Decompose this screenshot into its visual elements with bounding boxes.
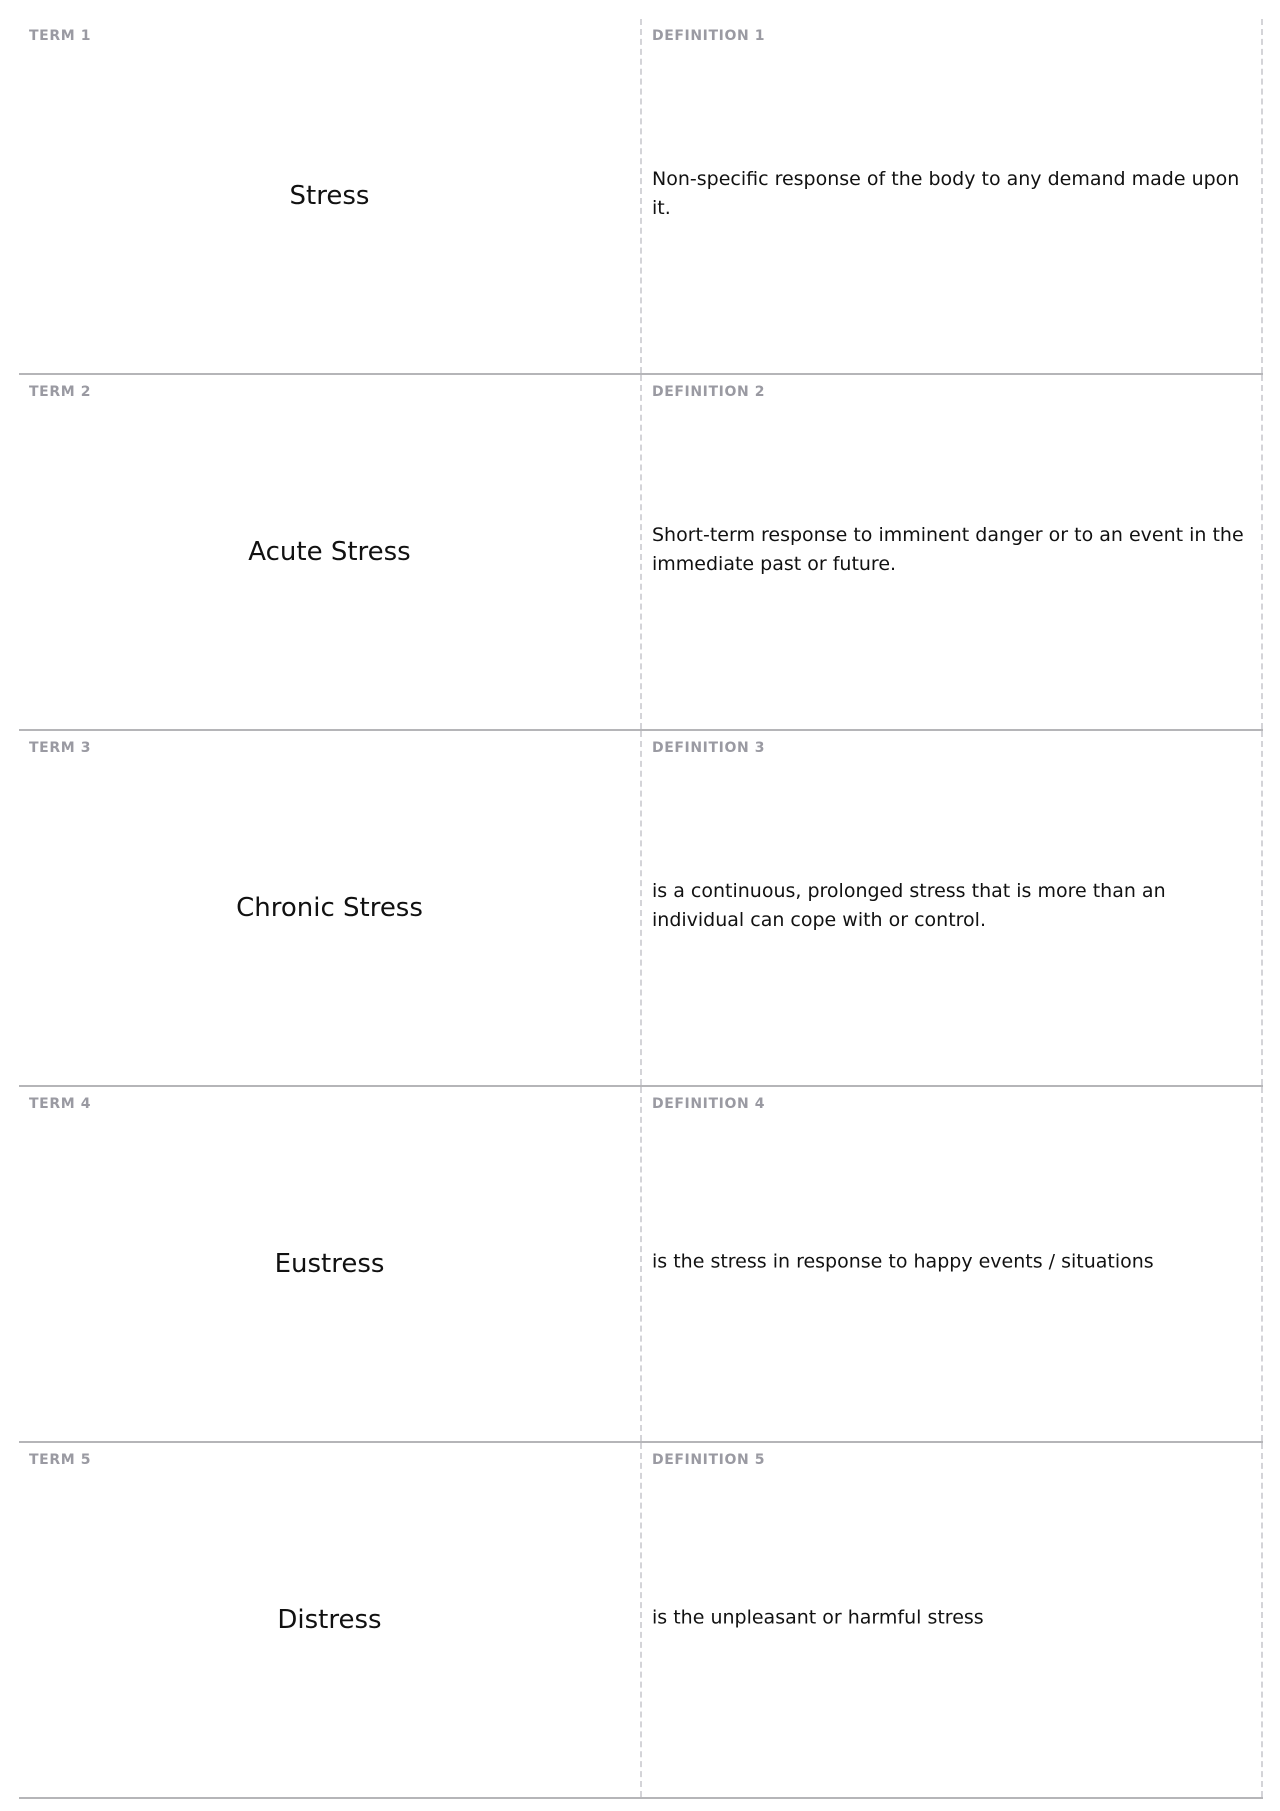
definition-cell: [642, 19, 1263, 373]
term-text: Chronic Stress: [236, 893, 423, 923]
term-text: Eustress: [274, 1249, 385, 1279]
definition-text: is the stress in response to happy events / situations: [652, 1250, 1154, 1273]
flashcard-row: [19, 19, 1263, 375]
term-label: TERM 3: [29, 740, 92, 756]
term-cell: [19, 19, 642, 373]
term-text: Acute Stress: [248, 537, 411, 567]
definition-cell: [642, 731, 1263, 1085]
term-cell: [19, 1443, 642, 1797]
flashcard-row: [19, 1087, 1263, 1443]
definition-label: DEFINITION 5: [652, 1452, 766, 1468]
flashcard-row: [19, 731, 1263, 1087]
flashcard-sheet: [19, 19, 1263, 1799]
term-label: TERM 5: [29, 1452, 92, 1468]
flashcard-row: [19, 375, 1263, 731]
definition-label: DEFINITION 4: [652, 1096, 766, 1112]
term-label: TERM 2: [29, 384, 92, 400]
term-text: Stress: [289, 181, 370, 211]
term-label: TERM 4: [29, 1096, 92, 1112]
term-cell: [19, 731, 642, 1085]
definition-label: DEFINITION 2: [652, 384, 766, 400]
term-label: TERM 1: [29, 28, 92, 44]
definition-text: Short-term response to imminent danger or to an event in the immediate past or future.: [652, 524, 1244, 575]
term-cell: [19, 1087, 642, 1441]
definition-cell: [642, 1087, 1263, 1441]
definition-label: DEFINITION 1: [652, 28, 766, 44]
definition-cell: [642, 1443, 1263, 1797]
definition-cell: [642, 375, 1263, 729]
definition-text: Non-specific response of the body to any demand made upon it.: [652, 168, 1240, 219]
flashcard-row: [19, 1443, 1263, 1799]
term-cell: [19, 375, 642, 729]
definition-text: is the unpleasant or harmful stress: [652, 1606, 984, 1629]
definition-label: DEFINITION 3: [652, 740, 766, 756]
definition-text: is a continuous, prolonged stress that is more than an individual can cope with or control.: [652, 880, 1166, 931]
term-text: Distress: [277, 1605, 382, 1635]
